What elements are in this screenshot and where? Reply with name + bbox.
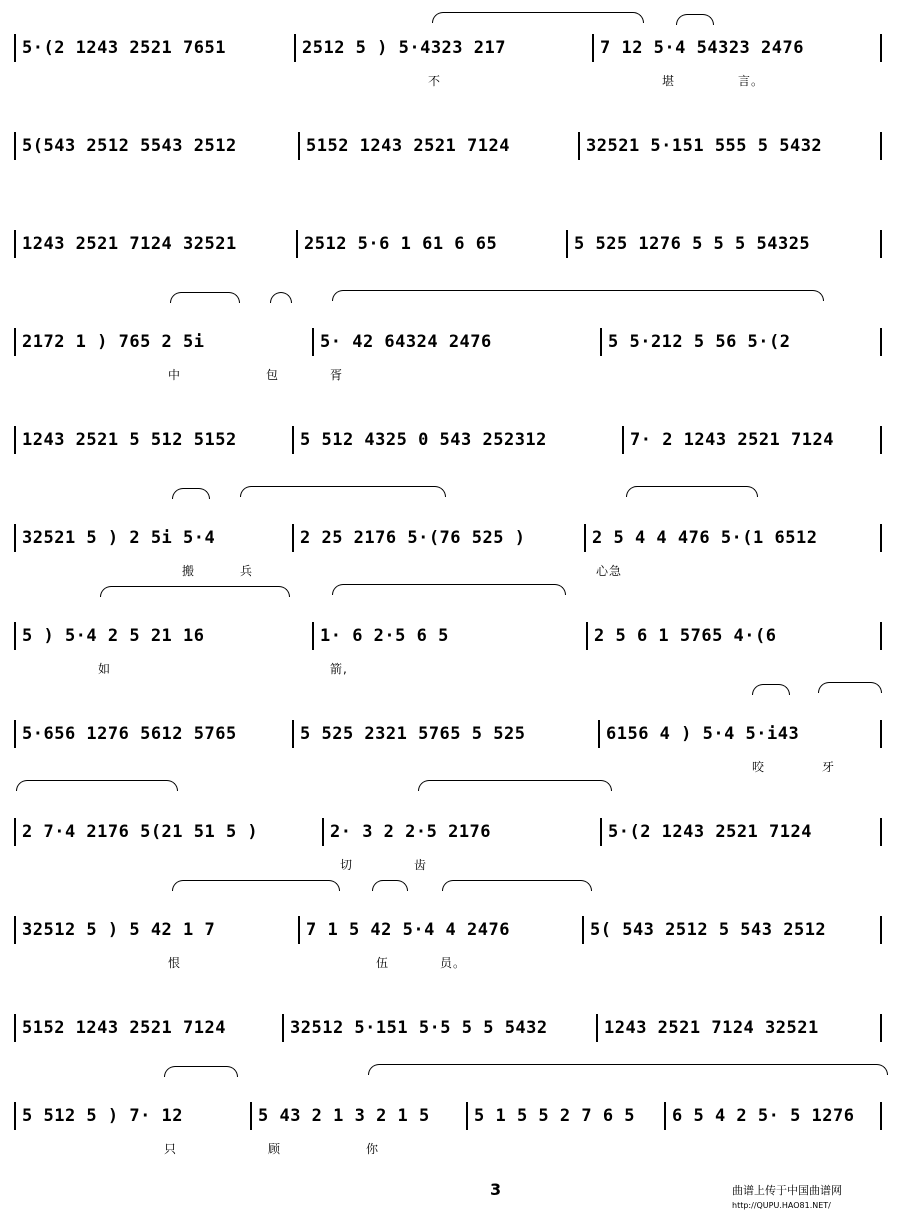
slur [170,292,240,303]
barline [14,524,16,552]
measure-group: 1243 2521 7124 32521 [22,234,237,254]
lyric-syllable: 你 [366,1142,380,1156]
barline [14,426,16,454]
measure-group: 5 525 2321 5765 5 525 [300,724,526,744]
barline [598,720,600,748]
barline [566,230,568,258]
lyric-syllable: 牙 [822,760,836,774]
lyric-syllable: 兵 [240,564,254,578]
barline [312,328,314,356]
lyric-syllable: 只 [164,1142,178,1156]
slur [164,1066,238,1077]
lyric-syllable: 心急 [596,564,623,578]
lyric-syllable: 中 [168,368,182,382]
page-number: 3 [490,1180,502,1199]
slur [442,880,592,891]
barline [622,426,624,454]
barline [14,230,16,258]
barline [14,1102,16,1130]
measure-group: 2 25 2176 5·(76 525 ) [300,528,526,548]
slur [16,780,178,791]
lyric-syllable: 恨 [168,956,182,970]
barline [292,720,294,748]
barline [282,1014,284,1042]
measure-group: 2· 3 2 2·5 2176 [330,822,492,842]
barline [250,1102,252,1130]
barline [14,132,16,160]
slur [752,684,790,695]
measure-group: 6156 4 ) 5·4 5·i43 [606,724,800,744]
barline [880,230,882,258]
barline [592,34,594,62]
slur [332,290,824,301]
barline [880,622,882,650]
measure-group: 5 512 4325 0 543 252312 [300,430,547,450]
lyric-syllable: 如 [98,662,112,676]
measure-group: 32512 5·151 5·5 5 5 5432 [290,1018,548,1038]
lyric-syllable: 齿 [414,858,428,872]
measure-group: 5 512 5 ) 7· 12 [22,1106,184,1126]
slur [172,488,210,499]
barline [880,426,882,454]
lyric-syllable: 伍 [376,956,390,970]
measure-group: 2512 5 ) 5·4323 217 [302,38,506,58]
barline [880,132,882,160]
barline [584,524,586,552]
measure-group: 5·(2 1243 2521 7124 [608,822,812,842]
slur [368,1064,888,1075]
barline [298,132,300,160]
barline [14,622,16,650]
measure-group: 1243 2521 7124 32521 [604,1018,819,1038]
lyric-syllable: 言。 [738,74,765,88]
barline [312,622,314,650]
barline [880,34,882,62]
measure-group: 2 5 4 4 476 5·(1 6512 [592,528,818,548]
barline [600,818,602,846]
slur [626,486,758,497]
barline [292,426,294,454]
measure-group: 7 1 5 42 5·4 4 2476 [306,920,510,940]
measure-group: 32521 5·151 555 5 5432 [586,136,823,156]
barline [586,622,588,650]
barline [14,328,16,356]
watermark-footer [732,1182,842,1211]
barline [14,1014,16,1042]
barline [298,916,300,944]
barline [578,132,580,160]
measure-group: 7 12 5·4 54323 2476 [600,38,804,58]
lyric-syllable: 不 [428,74,442,88]
watermark-url: http://QUPU.HAO81.NET/ [732,1201,831,1210]
measure-group: 7· 2 1243 2521 7124 [630,430,834,450]
measure-group: 1243 2521 5 512 5152 [22,430,237,450]
barline [14,916,16,944]
barline [294,34,296,62]
measure-group: 5· 42 64324 2476 [320,332,492,352]
slur [100,586,290,597]
barline [582,916,584,944]
measure-group: 5(543 2512 5543 2512 [22,136,237,156]
lyric-syllable: 堪 [662,74,676,88]
measure-group: 5 525 1276 5 5 5 54325 [574,234,811,254]
lyric-syllable: 切 [340,858,354,872]
slur [172,880,340,891]
lyric-syllable: 包 [266,368,280,382]
measure-group: 5 5·212 5 56 5·(2 [608,332,791,352]
lyric-syllable: 员。 [440,956,467,970]
measure-group: 5( 543 2512 5 543 2512 [590,920,827,940]
lyric-syllable: 搬 [182,564,196,578]
measure-group: 2512 5·6 1 61 6 65 [304,234,498,254]
measure-group: 5·(2 1243 2521 7651 [22,38,226,58]
measure-group: 32521 5 ) 2 5i 5·4 [22,528,216,548]
barline [466,1102,468,1130]
barline [14,34,16,62]
watermark-cn: 曲谱上传于中国曲谱网 [732,1184,842,1197]
measure-group: 2 5 6 1 5765 4·(6 [594,626,777,646]
barline [600,328,602,356]
slur [818,682,882,693]
measure-group: 5 43 2 1 3 2 1 5 [258,1106,430,1126]
barline [880,720,882,748]
barline [880,916,882,944]
lyric-syllable: 顾 [268,1142,282,1156]
slur [372,880,408,891]
barline [14,720,16,748]
slur [240,486,446,497]
barline [880,1014,882,1042]
measure-group: 2 7·4 2176 5(21 51 5 ) [22,822,259,842]
barline [322,818,324,846]
measure-group: 1· 6 2·5 6 5 [320,626,449,646]
barline [880,1102,882,1130]
slur [418,780,612,791]
measure-group: 5152 1243 2521 7124 [306,136,510,156]
barline [880,818,882,846]
measure-group: 2172 1 ) 765 2 5i [22,332,205,352]
barline [14,818,16,846]
measure-group: 5 1 5 5 2 7 6 5 [474,1106,636,1126]
lyric-syllable: 箭, [330,662,348,676]
measure-group: 5·656 1276 5612 5765 [22,724,237,744]
slur [432,12,644,23]
lyric-syllable: 咬 [752,760,766,774]
barline [880,328,882,356]
barline [296,230,298,258]
measure-group: 6 5 4 2 5· 5 1276 [672,1106,855,1126]
barline [292,524,294,552]
slur [332,584,566,595]
measure-group: 32512 5 ) 5 42 1 7 [22,920,216,940]
barline [664,1102,666,1130]
measure-group: 5 ) 5·4 2 5 21 16 [22,626,205,646]
measure-group: 5152 1243 2521 7124 [22,1018,226,1038]
slur [676,14,714,25]
lyric-syllable: 胥 [330,368,344,382]
barline [596,1014,598,1042]
barline [880,524,882,552]
